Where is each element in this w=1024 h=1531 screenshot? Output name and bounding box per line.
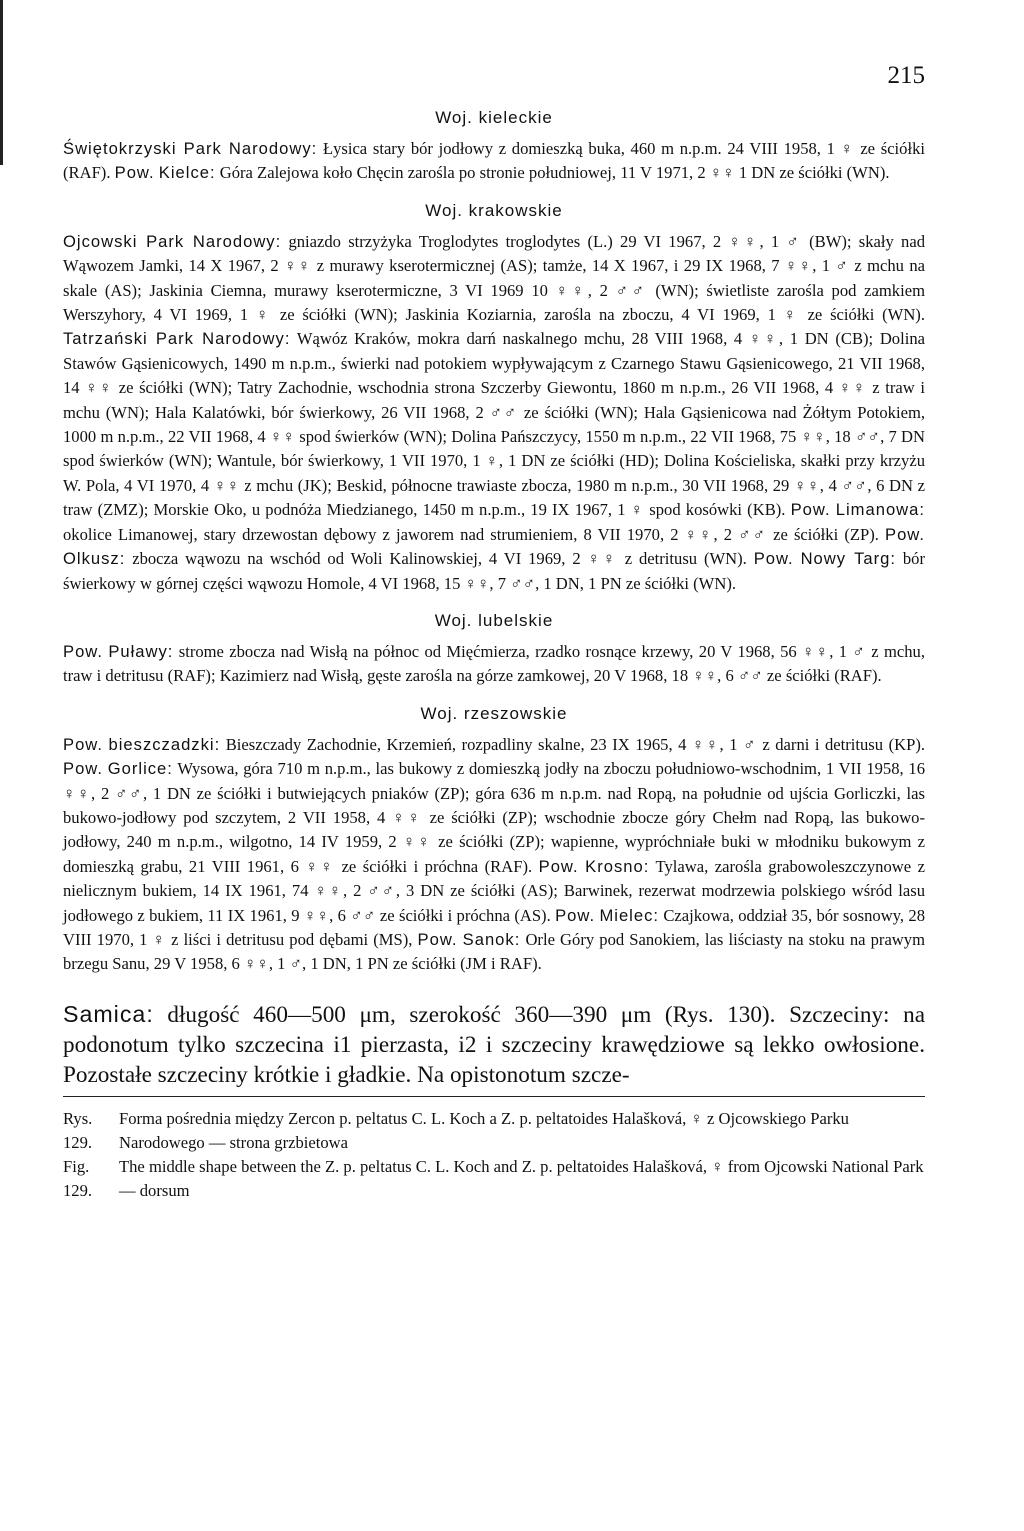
figure-caption [63,1107,925,1203]
section-paragraph [63,137,925,186]
spaced-term: Mielec: [599,905,659,925]
locality-section [63,704,925,977]
text-run: Bieszczady Zachodnie, Krzemień, rozpadliny skalne, 23 IX 1965, 4 ♀♀, 1 ♂ z darni i detritusu (KP). [220,734,925,754]
section-paragraph [63,733,925,977]
spaced-term: Puławy: [108,641,174,661]
spaced-term: Ojcowski Park Narodowy: [63,231,282,251]
spaced-term: Nowy Targ: [800,549,896,569]
text-run: zbocza wąwozu na wschód od Woli Kalinowskiej, 4 VI 1969, 2 ♀♀ z detritusu (WN). [125,549,754,569]
locality-section [63,611,925,689]
spaced-term: Tatrzański Park Narodowy: [63,329,291,349]
caption-divider [63,1096,925,1097]
text-run: strome zbocza nad Wisłą na północ od Mięćmierza, rzadko rosnące krzewy, 20 V 1968, 56 ♀♀, 1 ♂ z mchu, traw i detritusu (RAF); Kazimierz nad Wisłą, gęste zarośla na górze zamkowej, 20 V 1968, 18 ♀♀, 6 ♂♂ ze ściółki (RAF). [63,641,925,686]
spaced-term: Kielce: [158,163,216,183]
locality-section [63,201,925,596]
spaced-term: Pow. [417,929,458,949]
text-run: Góra Zalejowa koło Chęcin zarośla po stronie południowej, 11 V 1971, 2 ♀♀ 1 DN ze ściółki (WN). [215,163,890,183]
section-heading: Woj. kieleckie [435,108,553,127]
page-content [63,108,925,1203]
caption-text: Forma pośrednia między Zercon p. peltatus C. L. Koch a Z. p. peltatoides Halašková, ♀ z Ojcowskiego Parku Narodowego — strona grzbietowa [119,1108,849,1152]
caption-entry [63,1155,925,1203]
text-run: Czajkowa, oddział 35, bór sosnowy, 28 VIII 1970, 1 ♀ z liści i detritusu pod dębami (MS), [63,905,926,949]
spaced-term: Sanok: [462,929,521,949]
spaced-term: Pow. [555,905,596,925]
spaced-term: Gorlice: [107,759,173,779]
text-run: Tylawa, zarośla grabowoleszczynowe z nielicznym bukiem, 14 IX 1961, 74 ♀♀, 2 ♂♂, 3 DN ze ściółki (AS); Barwinek, rezerwat modrzewia polskiego wśród lasu jodłowego z bukiem, 11 IX 1961, 9 ♀♀, 6 ♂♂ ze ściółki i próchna (AS). [63,856,925,925]
section-paragraph [63,640,925,689]
text-run: Wysowa, góra 710 m n.p.m., las bukowy z domieszką jodły na zboczu południowo-wschodnim, 1 VII 1958, 16 ♀♀, 2 ♂♂, 1 DN ze ściółki i butwiejących pniaków (ZP); góra 636 m n.p.m. nad Ropą, na południe od ujścia Gorliczki, las bukowo-jodłowy pod szczytem, 2 VII 1958, 4 ♀♀ ze ściółki (ZP); wschodnie zbocze góry Chełm nad Ropą, las bukowo-jodłowy, 240 m n.p.m., wilgotno, 14 IV 1959, 2 ♀♀ ze ściółki (ZP); wapienne, wypróchniałe buki w młodniku bukowym z domieszką grabu, 21 VIII 1961, 6 ♀♀ ze ściółki i próchna (RAF). [63,759,925,876]
spaced-term: Świętokrzyski Park Narodowy: [63,139,318,158]
text-run: Łysica stary bór jodłowy z domieszką buka, 460 m n.p.m. 24 VIII 1958, 1 ♀ ze ściółki (RAF). [63,139,925,183]
female-description [63,999,925,1090]
text-run: długość 460—500 μm, szerokość 360—390 μm (Rys. 130). Szczeciny: na podonotum tylko szczecina i1 pierzasta, i2 i szczeciny krawędziowe są lekko owłosione. Pozostałe szczeciny krótkie i gładkie. Na opistonotum szcze- [63,1001,925,1088]
caption-entry [63,1107,925,1155]
locality-sections [63,108,925,977]
spaced-term: Pow. [790,500,831,520]
text-run: Orle Góry pod Sanokiem, las liściasty na stoku na prawym brzegu Sanu, 29 V 1958, 6 ♀♀, 1 ♂, 1 DN, 1 PN ze ściółki (JM i RAF). [63,929,925,974]
spaced-term: Pow. [885,524,925,544]
text-run: gniazdo strzyżyka Troglodytes troglodytes (L.) 29 VI 1967, 2 ♀♀, 1 ♂ (BW); skały nad Wąwozem Jamki, 14 X 1967, 2 ♀♀ z murawy kserotermicznej (AS); tamże, 14 X 1967, i 29 IX 1968, 7 ♀♀, 1 ♂ z mchu na skale (AS); Jaskinia Ciemna, murawy kserotermiczne, 3 VI 1969 10 ♀♀, 2 ♂♂ (WN); świetliste zarośla pod zamkiem Werszyhory, 4 VI 1969, 1 ♀ ze ściółki (WN); Jaskinia Koziarnia, zarośla na zboczu, 4 VI 1969, 1 ♀ ze ściółki (WN). [63,231,925,325]
spaced-term: Limanowa: [835,500,925,520]
section-heading: Woj. rzeszowskie [420,703,568,723]
section-paragraph [63,230,925,596]
text-run: Wąwóz Kraków, mokra darń naskalnego mchu, 28 VIII 1968, 4 ♀♀, 1 DN (CB); Dolina Stawów Gąsienicowych, 1490 m n.p.m., świerki nad potokiem wypływającym z Czarnego Stawu Gąsienicowego, 21 VII 1968, 14 ♀♀ ze ściółki (WN); Tatry Zachodnie, wschodnia strona Szczerby Giewontu, 1860 m n.p.m., 26 VII 1968, 4 ♀♀ z traw i mchu (WN); Hala Kalatówki, bór świerkowy, 26 VII 1968, 2 ♂♂ ze ściółki (WN); Hala Gąsienicowa nad Żółtym Potokiem, 1000 m n.p.m., 22 VII 1968, 4 ♀♀ spod świerków (WN); Dolina Pańszczycy, 1550 m n.p.m., 22 VII 1968, 75 ♀♀, 18 ♂♂, 7 DN spod świerków (WN); Wantule, bór świerkowy, 1 VII 1970, 1 ♀, 1 DN ze ściółki (HD); Dolina Kościeliska, skałki przy krzyżu W. Pola, 4 VI 1970, 4 ♀♀ z mchu (JK); Beskid, północne trawiaste zbocza, 1980 m n.p.m., 30 VII 1968, 29 ♀♀, 4 ♂♂, 6 DN z traw (ZMZ); Morskie Oko, u podnóża Miedzianego, 1450 m n.p.m., 19 IX 1967, 1 ♀ spod kosówki (KB). [63,329,925,520]
spaced-term: Pow. [63,759,103,779]
section-heading: Woj. krakowskie [425,200,563,220]
caption-label: Rys. 129. [63,1108,93,1152]
spaced-term: Pow. [538,856,579,876]
caption-label: Fig. 129. [63,1156,93,1200]
spaced-term: Samica: [63,1000,154,1027]
spaced-term: Krosno: [585,856,650,876]
text-run: bór świerkowy w górnej części wąwozu Homole, 4 VI 1968, 15 ♀♀, 7 ♂♂, 1 DN, 1 PN ze ściółki (WN). [63,549,926,593]
spaced-term: Pow. [63,734,103,754]
text-run: okolice Limanowej, stary drzewostan dębowy z jaworem nad strumieniem, 8 VII 1970, 2 ♀♀, 2 ♂♂ ze ściółki (ZP). [63,524,886,544]
locality-section [63,108,925,186]
spaced-term: Olkusz: [63,549,126,569]
page-number: 215 [887,62,925,89]
text-run [794,549,801,568]
spaced-term: Pow. [63,641,103,661]
spaced-term: Pow. [114,163,155,183]
spaced-term: Pow. [753,549,794,569]
section-heading: Woj. lubelskie [434,610,554,630]
caption-text: The middle shape between the Z. p. peltatus C. L. Koch and Z. p. peltatoides Halašková, ♀ from Ojcowski National Park — dorsum [119,1156,924,1200]
spaced-term: bieszczadzki: [108,734,221,754]
left-margin-rule [0,0,3,165]
